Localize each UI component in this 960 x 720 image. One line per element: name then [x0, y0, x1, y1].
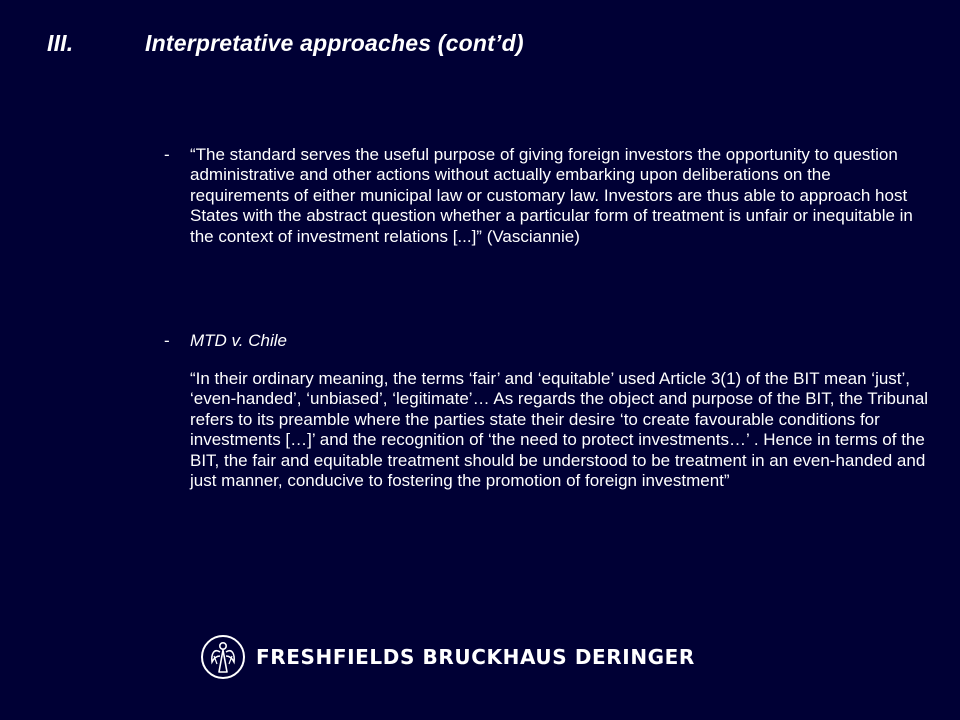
logo-wordmark: FRESHFIELDS BRUCKHAUS DERINGER	[256, 645, 695, 669]
mtd-chile-quote: “In their ordinary meaning, the terms ‘fair’ and ‘equitable’ used Article 3(1) of the BIT mean ‘just’, ‘even-handed’, ‘unbiased’, ‘legitimate’… As regards the object and purpose of the BIT, the Tribunal refers to its preamble where the parties state their desire ‘to create favourable conditions for investments […]’ and the recognition of ‘the need to protect investments…’ . Hence in terms of the BIT, the fair and equitable treatment should be understood to be treatment in an even-handed and just manner, conducive to fostering the promotion of foreign investment”	[190, 369, 929, 491]
case-name: MTD v. Chile	[190, 331, 287, 350]
section-number: III.	[47, 30, 74, 56]
bullet-marker: -	[164, 331, 170, 350]
vasciannie-quote: “The standard serves the useful purpose of giving foreign investors the opportunity to question administrative and other actions without actually embarking upon deliberations on the requirements of either municipal law or customary law. Investors are thus able to approach host States with the abstract question whether a particular form of treatment is unfair or inequitable in the context of investment relations [...]” (Vasciannie)	[190, 145, 913, 246]
slide-title: Interpretative approaches (cont’d)	[145, 30, 524, 56]
bullet-marker: -	[164, 145, 170, 164]
angel-emblem-icon	[200, 634, 246, 680]
company-logo	[200, 633, 695, 681]
